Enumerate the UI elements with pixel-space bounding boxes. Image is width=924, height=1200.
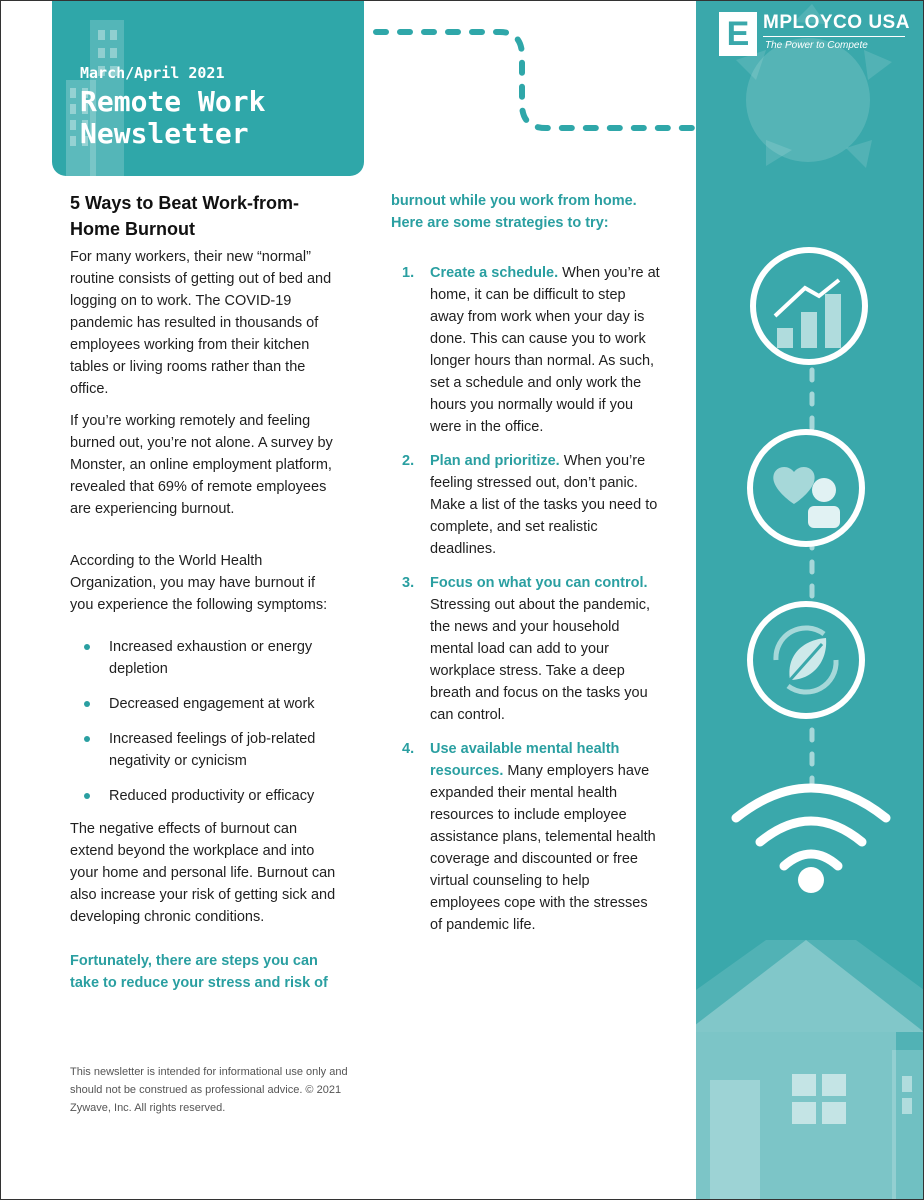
list-item: 1. Create a schedule. When you’re at home, it can be difficult to step away from work when your day is done. This can cause you to work longer hours than normal. As such, set a schedule and only work the hours you normally would if you were in the office. bbox=[402, 265, 660, 435]
bullet-icon bbox=[84, 793, 90, 799]
logo-tagline: The Power to Compete bbox=[765, 40, 868, 51]
bullet-icon bbox=[84, 644, 90, 650]
list-item: Decreased engagement at work bbox=[70, 693, 342, 715]
article-column-left bbox=[70, 190, 342, 994]
decorative-sidebar bbox=[696, 0, 924, 1200]
growth-chart-icon bbox=[749, 246, 869, 366]
logo-mark: E bbox=[719, 12, 757, 56]
leaf-cycle-icon bbox=[746, 600, 866, 720]
bullet-icon bbox=[84, 736, 90, 742]
houses-illustration bbox=[696, 920, 924, 1200]
bullet-icon bbox=[84, 701, 90, 707]
who-paragraph: According to the World Health Organization, you may have burnout if you experience the following symptoms: bbox=[70, 553, 328, 613]
list-item: 4. Use available mental health resources. Many employers have expanded their mental health resources to include employee assistance plans, telemental health coverage and discounted or free virtual counseling to help employees cope with the stresses of pandemic life. bbox=[402, 741, 656, 933]
newsletter-title: Remote Work Newsletter bbox=[80, 85, 266, 150]
callout-part2: burnout while you work from home. Here are some strategies to try: bbox=[391, 193, 637, 231]
list-item: Increased exhaustion or energy depletion bbox=[70, 636, 342, 680]
wifi-icon bbox=[726, 776, 896, 906]
symptom-list bbox=[70, 636, 342, 807]
strategy-list bbox=[391, 262, 661, 936]
list-item: Increased feelings of job-related negativity or cynicism bbox=[70, 728, 342, 772]
logo-divider bbox=[763, 36, 905, 37]
logo-name: MPLOYCO USA bbox=[763, 12, 910, 33]
survey-paragraph: If you’re working remotely and feeling burned out, you’re not alone. A survey by Monster, an online employment platform, revealed that 69% of remote employees are experiencing burnout. bbox=[70, 413, 333, 517]
callout-part1: Fortunately, there are steps you can take to reduce your stress and risk of bbox=[70, 953, 328, 991]
list-item: 2. Plan and prioritize. When you’re feeling stressed out, don’t panic. Make a list of the tasks you need to complete, and set realistic deadlines. bbox=[402, 453, 658, 557]
disclaimer-text: This newsletter is intended for informational use only and should not be construed as professional advice. © 2021 Zywave, Inc. All rights reserved. bbox=[70, 1066, 348, 1114]
effects-paragraph: The negative effects of burnout can extend beyond the workplace and into your home and personal life. Burnout can also increase your risk of getting sick and developing chronic conditions. bbox=[70, 821, 336, 925]
heart-person-icon bbox=[746, 428, 866, 548]
issue-date: March/April 2021 bbox=[80, 64, 225, 82]
list-item: Reduced productivity or efficacy bbox=[70, 785, 342, 807]
company-logo bbox=[719, 10, 909, 60]
intro-paragraph: For many workers, their new “normal” routine consists of getting out of bed and logging on to work. The COVID-19 pandemic has resulted in thousands of employees working from their kitchen tables or living rooms rather than the office. bbox=[70, 249, 332, 397]
article-column-right bbox=[391, 190, 661, 948]
list-item: 3. Focus on what you can control. Stressing out about the pandemic, the news and your household mental load can add to your workplace stress. Take a deep breath and focus on the tasks you can control. bbox=[402, 575, 651, 723]
article-title: 5 Ways to Beat Work-from-Home Burnout bbox=[70, 193, 300, 239]
